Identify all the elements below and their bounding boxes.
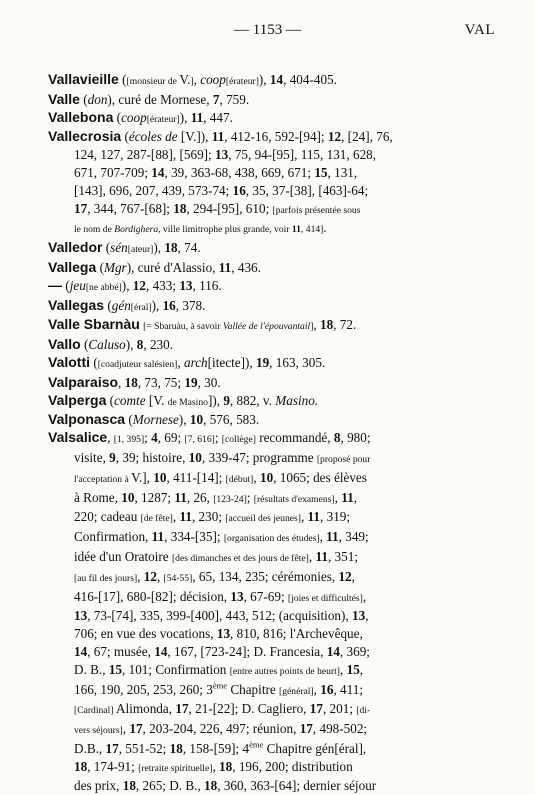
entry-text: , 436. — [231, 259, 261, 275]
index-entry — [48, 411, 500, 429]
entry-text: V. — [179, 72, 191, 87]
entry-text: ( — [96, 259, 104, 275]
entry-text: 18 — [74, 758, 88, 774]
entry-text: , 551-52; — [118, 740, 170, 756]
entry-text: 16 — [162, 297, 176, 313]
index-entry — [48, 297, 500, 317]
entry-text: 124, 127, 287-[88], [569]; — [74, 147, 216, 163]
entry-text: [coadjuteur salésien] — [97, 358, 178, 370]
entry-text: , 414] — [300, 224, 324, 236]
entry-text: , — [308, 548, 316, 564]
entry-text: ), — [125, 337, 137, 353]
entry-text: 18 — [164, 240, 178, 256]
index-entry-continuation — [48, 449, 500, 469]
entry-text: [Cardinal] — [74, 705, 114, 717]
entry-text: ]), — [207, 392, 224, 408]
entry-text: [général] — [279, 685, 314, 697]
index-entry — [48, 336, 500, 354]
entry-text: , 319; — [320, 509, 351, 525]
entry-text: ( — [104, 297, 112, 313]
entry-text: , 67; musée, — [87, 643, 155, 659]
entry-text: Chapitre gén[éral], — [263, 740, 367, 756]
entry-text: [entre autres points de heurt] — [229, 665, 340, 677]
entry-text: ( — [79, 91, 88, 107]
entry-text: 11 — [341, 489, 354, 505]
entry-text: , 35, 37-[38], [463]-64; — [245, 182, 369, 198]
index-entry-continuation — [48, 528, 500, 548]
entry-text: ème — [212, 680, 228, 691]
entry-text: , 447. — [203, 109, 233, 125]
index-entry — [48, 71, 500, 91]
entry-text: , — [353, 489, 357, 505]
entry-text: Bordighera — [114, 224, 159, 236]
entry-text: 19 — [184, 374, 198, 390]
entry-text: 14 — [154, 643, 168, 659]
entry-text: 17 — [74, 200, 88, 216]
entry-text: [7, 616] — [184, 434, 215, 446]
entry-text: 166, 190, 205, 253, 260; 3 — [74, 681, 213, 697]
entry-text: , 294-[95], 610; — [186, 200, 273, 216]
entry-text: , 412-16, 592-[94]; — [224, 129, 328, 145]
entry-text: Mornese — [132, 412, 179, 428]
entry-text: , — [253, 469, 260, 485]
entry-text: , 21-[22]; D. Cagliero, — [188, 701, 310, 717]
index-entry-continuation — [48, 164, 500, 182]
entry-text: gén — [111, 297, 131, 313]
entry-text: , 265; D. B., — [135, 778, 205, 794]
entry-text: , 349; — [338, 529, 369, 545]
entry-text: Vallée de l'épouvantail — [222, 321, 311, 333]
entry-text: 19 — [255, 354, 270, 370]
entry-text: , 498-502; — [312, 721, 368, 737]
entry-text: 18 — [122, 778, 136, 794]
page-number: — 1153 — — [234, 22, 301, 38]
entry-text: [= Sbaruàu, à savoir — [143, 321, 223, 333]
entry-headword: Valledor — [48, 239, 103, 256]
entry-headword: Vallavieille — [48, 71, 119, 87]
entry-text: 8 — [333, 430, 341, 446]
entry-text: 7 — [212, 91, 220, 107]
entry-text: ] — [190, 76, 194, 87]
entry-text: . — [323, 220, 327, 236]
entry-text: D.B., — [74, 740, 106, 756]
entry-text: 13 — [216, 626, 231, 642]
entry-text: ; — [214, 430, 222, 446]
entry-text: comte — [114, 392, 149, 408]
entry-text: 17 — [105, 740, 119, 756]
entry-text: , — [300, 509, 308, 525]
entry-text: [joies et difficultés] — [287, 592, 363, 604]
entry-text: , 26, — [186, 489, 214, 505]
entry-text: ), curé de Mornese, — [107, 91, 213, 107]
entry-text: [résultats d'examens] — [253, 493, 335, 505]
entry-text: 11 — [326, 529, 339, 545]
entry-text: [éral] — [130, 301, 152, 313]
entry-text: 12 — [143, 568, 157, 584]
entry-text: ), curé d'Alassio, — [126, 259, 219, 275]
entry-text: 11 — [174, 489, 187, 505]
entry-text: [parfois présentée sous — [272, 204, 361, 216]
entry-text: ( — [118, 72, 127, 87]
entry-text: idée d'un Oratoire — [74, 548, 172, 564]
index-entry-continuation — [48, 681, 500, 701]
entry-text: [retraite spirituelle] — [138, 762, 213, 774]
entry-text: 13 — [179, 277, 193, 293]
entry-text: ( — [80, 337, 89, 353]
entry-text: , 116. — [192, 277, 222, 293]
entry-text: ] — [310, 321, 314, 333]
entry-text: , 39; histoire, — [115, 449, 189, 465]
index-entry-continuation — [48, 489, 500, 509]
index-entry-continuation — [48, 548, 500, 568]
entry-text: 9 — [223, 392, 230, 408]
entry-text: [V. — [148, 392, 168, 408]
entry-text: Chapitre — [227, 681, 280, 697]
entry-headword: Valsalice — [48, 429, 108, 446]
page-header — [0, 22, 535, 42]
entry-text: 706; en vue des vocations, — [74, 626, 217, 642]
index-entries — [48, 71, 500, 795]
entry-text: ), — [151, 297, 163, 313]
entry-text: 12 — [338, 568, 352, 584]
entry-text: 220; cadeau — [74, 509, 141, 525]
entry-text: , 75, 94-[95], 115, 131, 628, — [228, 147, 377, 163]
entry-headword: Valle Sbarnàu — [48, 316, 140, 333]
entry-text: arch — [183, 354, 208, 370]
entry-text: 16 — [320, 681, 334, 697]
entry-text: , — [365, 608, 369, 624]
entry-text: [di- — [356, 705, 371, 717]
entry-text: 11 — [218, 259, 232, 275]
entry-text: ; — [246, 489, 254, 505]
entry-text: [ateur] — [127, 244, 154, 256]
entry-text: 12 — [132, 277, 146, 293]
entry-text: 11 — [179, 509, 192, 525]
entry-text: , 334-[35]; — [164, 529, 224, 545]
index-entry — [48, 354, 500, 374]
entry-text: ( — [121, 129, 129, 145]
entry-text: [au fil des jours] — [74, 572, 138, 584]
index-entry-continuation — [48, 700, 500, 720]
entry-text: 11 — [315, 548, 328, 564]
index-entry — [48, 259, 500, 277]
entry-text: , 67-69; — [243, 588, 288, 604]
entry-text: 14 — [74, 643, 88, 659]
entry-text: D. B., — [74, 661, 109, 677]
entry-text: ), — [179, 109, 191, 125]
entry-text: , 174-91; — [87, 758, 139, 774]
index-entry-continuation — [48, 146, 500, 164]
entry-text: , — [107, 430, 114, 446]
entry-text: 16 — [232, 182, 246, 198]
entry-text: 18 — [204, 778, 218, 794]
entry-text: 11 — [190, 109, 204, 125]
entry-text: ( — [106, 392, 115, 408]
entry-text: , 344, 767-[68]; — [87, 200, 174, 216]
entry-text: , 203-204, 226, 497; réunion, — [142, 721, 300, 737]
entry-headword: Valponasca — [48, 411, 126, 428]
entry-text: , 351; — [327, 548, 358, 564]
index-entry-continuation — [48, 200, 500, 220]
entry-text: [de fête] — [140, 513, 173, 525]
entry-text: ), — [121, 277, 133, 293]
index-entry-continuation — [48, 508, 500, 528]
entry-text: ème — [249, 739, 264, 750]
entry-text: 13 — [74, 608, 88, 624]
index-entry-continuation — [48, 777, 500, 795]
entry-text: , — [351, 568, 355, 584]
entry-text: 17 — [309, 701, 323, 717]
entry-headword: Vallecrosia — [48, 128, 122, 145]
entry-text: 18 — [219, 758, 233, 774]
index-entry — [48, 239, 500, 259]
index-entry — [48, 109, 500, 129]
index-entry-continuation — [48, 625, 500, 643]
entry-text: , 131, — [327, 164, 358, 180]
entry-text: le nom de — [74, 224, 115, 236]
entry-headword: Valparaiso — [48, 373, 119, 390]
entry-text: , — [313, 317, 320, 333]
entry-text: , 65, 134, 235; cérémonies, — [192, 568, 339, 584]
entry-text: [143], 696, 207, 439, 573-74; — [74, 182, 233, 198]
entry-text: , — [193, 72, 201, 87]
entry-text: [monsieur de — [126, 76, 180, 87]
entry-headword: Vallo — [48, 336, 81, 353]
entry-text: ( — [90, 354, 98, 370]
entry-text: , — [334, 489, 342, 505]
entry-text: [collège] — [221, 434, 256, 446]
index-entry — [48, 392, 500, 412]
entry-text: , 411-[14]; — [166, 469, 226, 485]
entry-text: , 30. — [197, 374, 221, 390]
index-entry — [48, 91, 500, 109]
entry-text: , 810, 816; l'Archevêque, — [230, 626, 363, 642]
index-entry-continuation — [48, 568, 500, 588]
entry-text: , 1065; des élèves — [273, 469, 367, 485]
entry-text: ; — [144, 430, 152, 446]
entry-text: , 980; — [340, 430, 371, 446]
entry-text: coop — [200, 72, 226, 87]
entry-text: 18 — [173, 200, 187, 216]
entry-text: 11 — [151, 529, 165, 545]
entry-text: écoles de — [128, 129, 181, 145]
entry-text: , 759. — [219, 91, 250, 107]
entry-text: 18 — [169, 740, 183, 756]
entry-text: [érateur] — [146, 113, 180, 125]
entry-text: 14 — [151, 164, 165, 180]
entry-text: [érateur] — [225, 76, 259, 87]
entry-text: , 73-[74], 335, 399-[400], 443, 512; (acquisition), — [87, 608, 352, 624]
entry-text: ( — [125, 412, 133, 428]
entry-text: , 167, [723-24]; D. Francesia, — [167, 643, 327, 659]
entry-text: , 1287; — [134, 489, 175, 505]
entry-text: , — [359, 661, 364, 677]
entry-text: , 72. — [333, 317, 357, 333]
entry-headword: Valle — [48, 90, 80, 107]
entry-text: 11 — [291, 224, 301, 236]
entry-text: 9 — [109, 449, 116, 465]
entry-text: , — [212, 758, 220, 774]
entry-text: , ville limitrophe plus grande, voir — [158, 224, 292, 236]
entry-text: , — [362, 588, 367, 604]
index-entry — [48, 277, 500, 297]
entry-text: , [24], 76, — [341, 129, 393, 145]
entry-text: , 339-47; programme — [201, 449, 317, 465]
index-entry-continuation — [48, 469, 500, 489]
entry-text: , 163, 305. — [269, 354, 326, 370]
entry-text: Confirmation, — [74, 529, 152, 545]
entry-text: 416-[17], 680-[82]; décision, — [74, 588, 231, 604]
entry-text: [54-55] — [163, 572, 193, 584]
entry-text: , — [340, 661, 347, 677]
entry-text: , — [137, 568, 144, 584]
index-entry-continuation — [48, 661, 500, 681]
entry-text: 671, 707-709; — [74, 164, 152, 180]
entry-text: [1, 395] — [113, 434, 145, 446]
index-entry-continuation — [48, 758, 500, 778]
entry-text: , 404-405. — [283, 72, 337, 87]
index-entry-continuation — [48, 607, 500, 625]
entry-text: 10 — [188, 449, 202, 465]
entry-text: 17 — [175, 701, 189, 717]
entry-text: [organisation des études] — [223, 533, 320, 545]
entry-headword: Valotti — [48, 353, 91, 370]
entry-text: 10 — [259, 469, 274, 485]
entry-text: ( — [102, 240, 111, 256]
entry-text: jeu — [69, 277, 86, 293]
entry-text: , 230; — [191, 509, 226, 525]
entry-text: , 69; — [157, 430, 185, 446]
entry-text: ( — [62, 277, 70, 293]
entry-text: 15 — [108, 661, 122, 677]
entry-text: ), — [153, 240, 165, 256]
entry-text: , 360, 363-[64]; dernier séjour — [217, 778, 377, 794]
entry-text: ), — [178, 412, 190, 428]
entry-text: vers séjours] — [74, 725, 123, 737]
entry-text: [début] — [225, 473, 254, 485]
entry-text: Alimonda, — [113, 701, 176, 717]
index-entry — [48, 374, 500, 392]
entry-text: 10 — [121, 489, 135, 505]
index-entry-continuation — [48, 643, 500, 661]
entry-text: [V.]), — [180, 129, 212, 145]
entry-text: [proposé pour — [316, 453, 371, 465]
index-entry-continuation — [48, 740, 500, 758]
entry-text: 10 — [189, 412, 204, 428]
entry-text: don — [87, 91, 108, 107]
running-head: VAL — [464, 22, 495, 38]
entry-text: , 433; — [145, 277, 180, 293]
entry-text: , 101; Confirmation — [122, 661, 230, 677]
entry-text: , 230. — [143, 337, 174, 353]
entry-text: [itecte]), — [207, 354, 256, 370]
entry-text: de Masino — [167, 396, 208, 408]
entry-headword: Vallebona — [48, 108, 114, 125]
entry-text: à Rome, — [74, 489, 122, 505]
entry-text: , 411; — [333, 681, 363, 697]
entry-text: , 39, 363-68, 438, 669, 671; — [164, 164, 315, 180]
entry-headword: Valperga — [48, 391, 107, 408]
entry-text: , 369; — [339, 643, 370, 659]
entry-text: [ne abbé] — [85, 281, 122, 293]
index-entry-continuation — [48, 588, 500, 608]
entry-text: 13 — [215, 147, 229, 163]
entry-text: V.], — [131, 469, 154, 485]
entry-text: 18 — [124, 374, 138, 390]
entry-text: Masino. — [275, 392, 319, 408]
entry-headword: — — [48, 276, 62, 293]
entry-text: sén — [110, 240, 128, 256]
entry-text: , 378. — [175, 297, 206, 313]
entry-text: , 196, 200; distribution — [232, 758, 353, 774]
entry-text: [123-24] — [213, 493, 247, 505]
entry-text: , — [177, 354, 184, 370]
entry-text: 12 — [327, 129, 342, 145]
entry-text: [des dimanches et des jours de fête] — [171, 552, 309, 564]
entry-text: , 882, v. — [229, 392, 276, 408]
index-entry — [48, 316, 500, 336]
entry-text: 15 — [314, 164, 328, 180]
entry-text: l'acceptation à — [74, 473, 132, 485]
entry-text: Caluso — [88, 337, 126, 353]
entry-text: , 201; — [322, 701, 357, 717]
entry-text: , — [313, 681, 321, 697]
entry-text: 4 — [151, 430, 158, 446]
entry-text: , — [118, 374, 125, 390]
entry-text: 10 — [153, 469, 167, 485]
entry-text: 13 — [352, 608, 366, 624]
entry-text: 11 — [211, 129, 225, 145]
entry-text: des prix, — [74, 778, 123, 794]
entry-text: , 73, 75; — [137, 374, 185, 390]
entry-text: 8 — [136, 337, 144, 353]
entry-text: 15 — [346, 661, 360, 677]
index-entry-continuation — [48, 720, 500, 740]
entry-text: , 158-[59]; 4 — [182, 740, 250, 756]
entry-text: 17 — [129, 721, 143, 737]
entry-text: 18 — [319, 317, 334, 333]
entry-text: 11 — [307, 509, 320, 525]
entry-text: coop — [121, 109, 147, 125]
entry-text: , — [319, 529, 327, 545]
index-entry — [48, 128, 500, 146]
index-entry — [48, 429, 500, 449]
entry-text: ( — [113, 109, 122, 125]
entry-text: ), — [258, 72, 270, 87]
index-entry-continuation — [48, 219, 500, 239]
entry-text: [accueil des jeunes] — [225, 513, 301, 525]
entry-text: 17 — [299, 721, 313, 737]
entry-text: 14 — [326, 643, 340, 659]
entry-text: Mgr — [103, 259, 127, 275]
entry-headword: Vallega — [48, 258, 97, 275]
entry-text: visite, — [74, 449, 110, 465]
entry-text: , — [122, 721, 130, 737]
entry-headword: Vallegas — [48, 296, 105, 313]
entry-text: 13 — [230, 588, 244, 604]
entry-text: , — [156, 568, 164, 584]
entry-text: recommandé, — [255, 430, 334, 446]
index-entry-continuation — [48, 182, 500, 200]
entry-text: , 576, 583. — [203, 412, 260, 428]
entry-text: , 74. — [177, 240, 201, 256]
entry-text: , — [172, 509, 180, 525]
entry-text: 14 — [269, 72, 284, 87]
